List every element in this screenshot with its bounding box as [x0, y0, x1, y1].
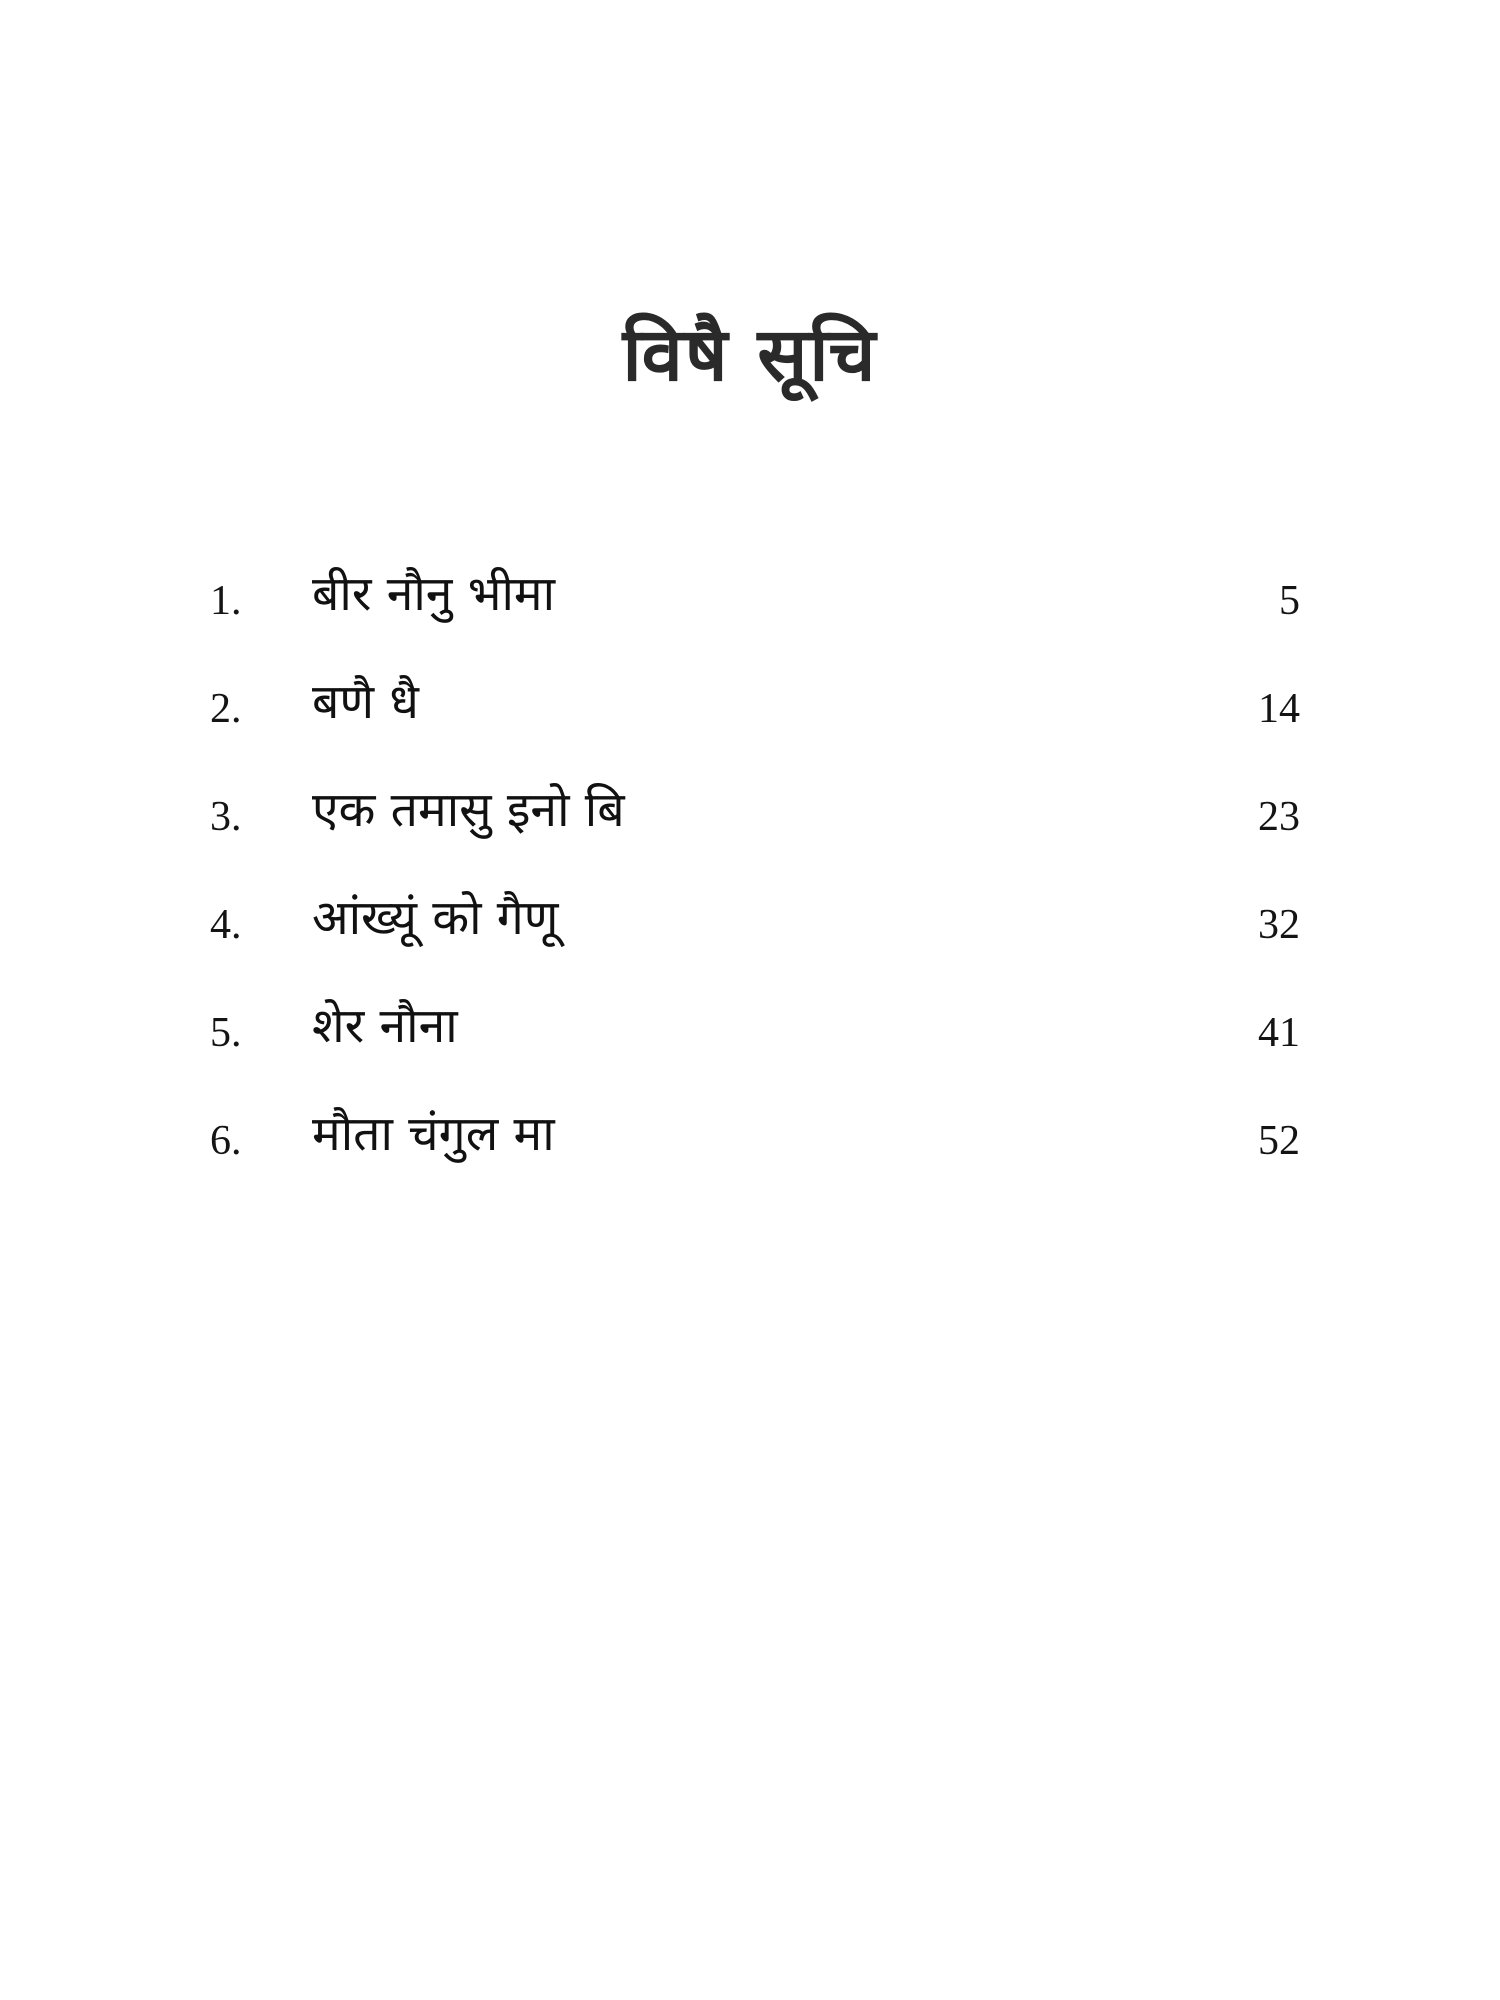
toc-entry — [0, 666, 1500, 774]
toc-entry-page: 5 — [1279, 578, 1300, 624]
toc-entry — [0, 990, 1500, 1098]
toc-entry-number: 2. — [210, 686, 242, 732]
table-of-contents — [0, 558, 1500, 1206]
page-title: विषै सूचि — [622, 312, 878, 398]
toc-entry-page: 23 — [1258, 794, 1300, 840]
toc-entry-number: 5. — [210, 1010, 242, 1056]
toc-entry-page: 14 — [1258, 686, 1300, 732]
toc-entry-number: 3. — [210, 794, 242, 840]
toc-entry-title: शेर नौना — [312, 998, 458, 1054]
toc-entry — [0, 1098, 1500, 1206]
toc-entry-title: मौता चंगुल मा — [312, 1106, 555, 1162]
toc-entry-page: 32 — [1258, 902, 1300, 948]
toc-entry-title: आंख्यूं को गैणू — [312, 890, 559, 946]
toc-entry — [0, 774, 1500, 882]
toc-entry-page: 41 — [1258, 1010, 1300, 1056]
toc-entry-title: एक तमासु इनो बि — [312, 782, 625, 838]
toc-entry-title: बणै धै — [312, 674, 419, 730]
toc-entry-number: 6. — [210, 1118, 242, 1164]
toc-entry — [0, 882, 1500, 990]
toc-entry-page: 52 — [1258, 1118, 1300, 1164]
toc-entry-number: 1. — [210, 578, 242, 624]
toc-entry — [0, 558, 1500, 666]
toc-entry-number: 4. — [210, 902, 242, 948]
toc-entry-title: बीर नौनु भीमा — [312, 566, 556, 622]
